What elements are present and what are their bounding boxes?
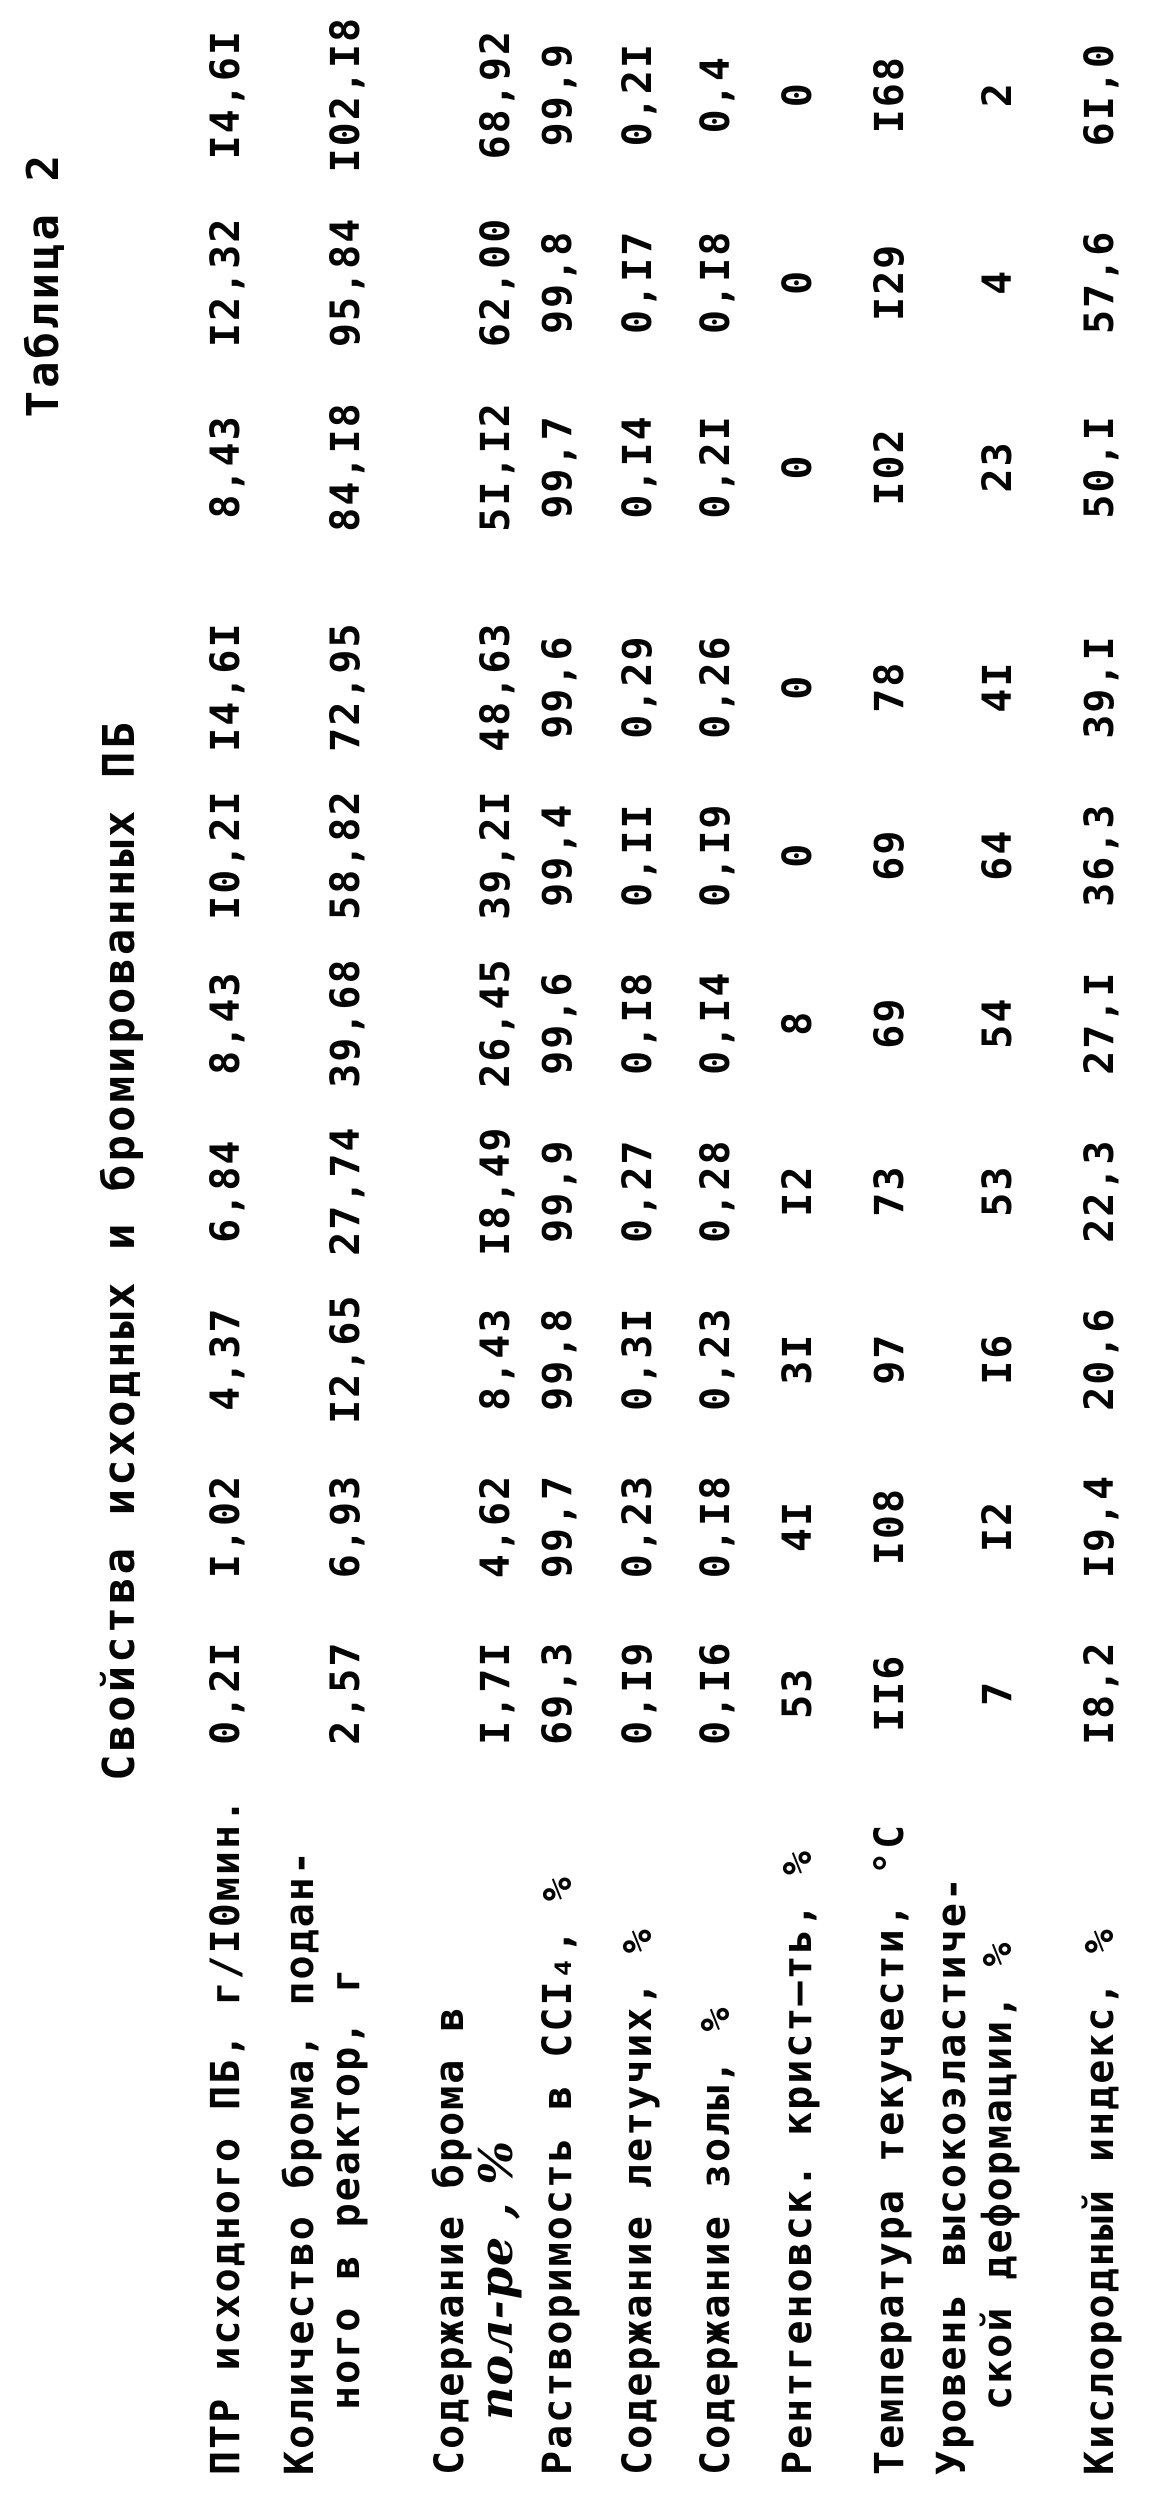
properties-table	[150, 0, 1129, 2475]
cell-value: 97	[867, 1332, 913, 1385]
row-label	[375, 1776, 525, 2475]
cell-value: I6	[975, 1332, 1021, 1385]
row-label-line: Содержание брома в	[427, 2005, 473, 2475]
cell-value: I4,6I	[203, 621, 249, 752]
cell-value: 58,82	[323, 789, 369, 920]
cell-value: I29	[867, 242, 913, 321]
cell-value: 0,2I	[615, 42, 661, 147]
cell-value: 8,43	[203, 414, 249, 519]
table-row	[827, 0, 919, 2475]
cell-value: 95,84	[323, 216, 369, 348]
cell-value: 0,2I	[693, 414, 739, 519]
cell-value: I2,32	[203, 216, 249, 348]
row-label-line: Кислородный индекс, %	[1077, 1927, 1123, 2475]
cell-value: 0,26	[693, 634, 739, 739]
cell-value: I68	[867, 55, 913, 134]
cell-value: 0,I6	[693, 1640, 739, 1745]
cell-value: I2	[775, 1164, 821, 1217]
row-label-line: ного в реактор, г	[323, 1966, 369, 2410]
cell-value: 4I	[975, 660, 1021, 713]
cell-value: 23	[975, 440, 1021, 493]
table-row	[745, 0, 827, 2475]
cell-value: 68,92	[473, 28, 519, 160]
cell-value: 0,I9	[615, 1640, 661, 1745]
table-row	[919, 0, 1027, 2475]
table-row	[150, 0, 255, 2475]
table-body	[150, 0, 1129, 2475]
table-row	[587, 0, 667, 2475]
cell-value: 27,I	[1077, 970, 1123, 1075]
row-label	[587, 1776, 667, 2475]
cell-value: 3I	[775, 1332, 821, 1385]
cell-value: 8	[775, 1009, 821, 1036]
row-label	[255, 1776, 375, 2475]
cell-value: I08	[867, 1486, 913, 1566]
cell-value: 0,29	[615, 634, 661, 739]
cell-value: 0	[775, 453, 821, 480]
cell-value: 53	[775, 1666, 821, 1719]
table-row	[255, 0, 375, 2475]
cell-value: 53	[975, 1164, 1021, 1217]
row-label	[667, 1776, 745, 2475]
cell-value: 0,I7	[615, 229, 661, 335]
cell-value: 0,2I	[203, 1640, 249, 1745]
cell-value: I02	[867, 427, 913, 506]
cell-value: 99,6	[535, 970, 581, 1075]
cell-value: 0,23	[615, 1473, 661, 1579]
cell-value: 0,II	[615, 802, 661, 907]
cell-value: 2	[975, 81, 1021, 108]
table-row	[525, 0, 587, 2475]
cell-value: 99,9	[535, 1138, 581, 1243]
table-row	[667, 0, 745, 2475]
cell-value: 99,4	[535, 802, 581, 907]
cell-value: 2,57	[323, 1640, 369, 1745]
cell-value: 22,3	[1077, 1138, 1123, 1243]
cell-value: 0,23	[693, 1306, 739, 1411]
cell-value: 0	[775, 673, 821, 700]
cell-value: 0,I8	[615, 970, 661, 1075]
cell-value: 72,95	[323, 621, 369, 752]
cell-value: 99,7	[535, 414, 581, 519]
row-label-line: ПТР исходного ПБ, г/I0мин.	[203, 1796, 249, 2475]
cell-value: 39,68	[323, 957, 369, 1088]
handwritten-note: пол-ре , %	[469, 2139, 523, 2420]
cell-value: 20,6	[1077, 1306, 1123, 1411]
cell-value: 0,I4	[615, 414, 661, 519]
cell-value: 0,I8	[693, 1473, 739, 1579]
table-row	[375, 0, 525, 2475]
cell-value: 57,6	[1077, 229, 1123, 335]
cell-value: 4,37	[203, 1306, 249, 1411]
cell-value: I2,65	[323, 1293, 369, 1424]
cell-value: 4,62	[473, 1473, 519, 1579]
cell-value: 39,2I	[473, 789, 519, 920]
row-label-line: Температура текучести, °С	[867, 1822, 913, 2475]
row-label	[919, 1776, 1027, 2475]
cell-value: 7	[975, 1679, 1021, 1706]
cell-value: 0	[775, 268, 821, 295]
row-label	[525, 1776, 587, 2475]
row-label-line: Уровень высокоэластиче-	[929, 1875, 975, 2475]
cell-value: 0	[775, 81, 821, 108]
table-title: Свойства исходных и бромированных ПБ	[94, 719, 145, 1781]
table-number: Таблица 2	[18, 152, 69, 418]
cell-value: II6	[867, 1653, 913, 1732]
cell-value: 0,28	[693, 1138, 739, 1243]
cell-value: 4	[975, 268, 1021, 295]
cell-value: 27,74	[323, 1125, 369, 1256]
cell-value: 73	[867, 1164, 913, 1217]
cell-value: I8,2	[1077, 1640, 1123, 1745]
cell-value: 78	[867, 660, 913, 713]
cell-value: 5I,I2	[473, 401, 519, 532]
cell-value: 84,I8	[323, 401, 369, 532]
row-label-line: Рентгеновск. крист—ть, %	[775, 1849, 821, 2475]
cell-value: I8,49	[473, 1125, 519, 1256]
cell-value: I0,2I	[203, 789, 249, 920]
cell-value: I02,I8	[323, 15, 369, 173]
row-label-line: Содержание золы, %	[693, 2005, 739, 2475]
cell-value: 69	[867, 996, 913, 1049]
cell-value: 50,I	[1077, 414, 1123, 519]
cell-value: 54	[975, 996, 1021, 1049]
row-label-line: Растворимость в CCI₄, %	[535, 1875, 581, 2475]
cell-value: 4I	[775, 1499, 821, 1553]
row-label	[1027, 1776, 1129, 2475]
cell-value: I2	[975, 1499, 1021, 1553]
row-label-line: ской деформации, %	[975, 1940, 1021, 2410]
cell-value: 6I,0	[1077, 42, 1123, 147]
cell-value: 0,3I	[615, 1306, 661, 1411]
cell-value: 99,8	[535, 229, 581, 335]
cell-value: 36,3	[1077, 802, 1123, 907]
cell-value: 6,84	[203, 1138, 249, 1243]
cell-value: I9,4	[1077, 1473, 1123, 1579]
cell-value: I4,6I	[203, 28, 249, 160]
row-label	[150, 1776, 255, 2475]
cell-value: 8,43	[473, 1306, 519, 1411]
cell-value: 99,6	[535, 634, 581, 739]
cell-value: 69	[867, 828, 913, 881]
cell-value: 99,8	[535, 1306, 581, 1411]
cell-value: 39,I	[1077, 634, 1123, 739]
row-label	[745, 1776, 827, 2475]
cell-value: 0,27	[615, 1138, 661, 1243]
row-label-line: Количество брома, подан-	[277, 1849, 323, 2475]
cell-value: 0,I8	[693, 229, 739, 335]
cell-value: 64	[975, 828, 1021, 881]
row-label-line: Содержание летучих, %	[615, 1927, 661, 2475]
cell-value: 0,I9	[693, 802, 739, 907]
cell-value: 0	[775, 841, 821, 868]
table-row	[1027, 0, 1129, 2475]
cell-value: 99,9	[535, 42, 581, 147]
cell-value: 0,I4	[693, 970, 739, 1075]
cell-value: 6,93	[323, 1473, 369, 1579]
cell-value: 26,45	[473, 957, 519, 1088]
cell-value: 69,3	[535, 1640, 581, 1745]
cell-value: 0,4	[693, 55, 739, 134]
cell-value: I,02	[203, 1473, 249, 1579]
row-label	[827, 1776, 919, 2475]
cell-value: I,7I	[473, 1640, 519, 1745]
cell-value: 8,43	[203, 970, 249, 1075]
cell-value: 99,7	[535, 1473, 581, 1579]
cell-value: 48,63	[473, 621, 519, 752]
cell-value: 62,00	[473, 216, 519, 348]
